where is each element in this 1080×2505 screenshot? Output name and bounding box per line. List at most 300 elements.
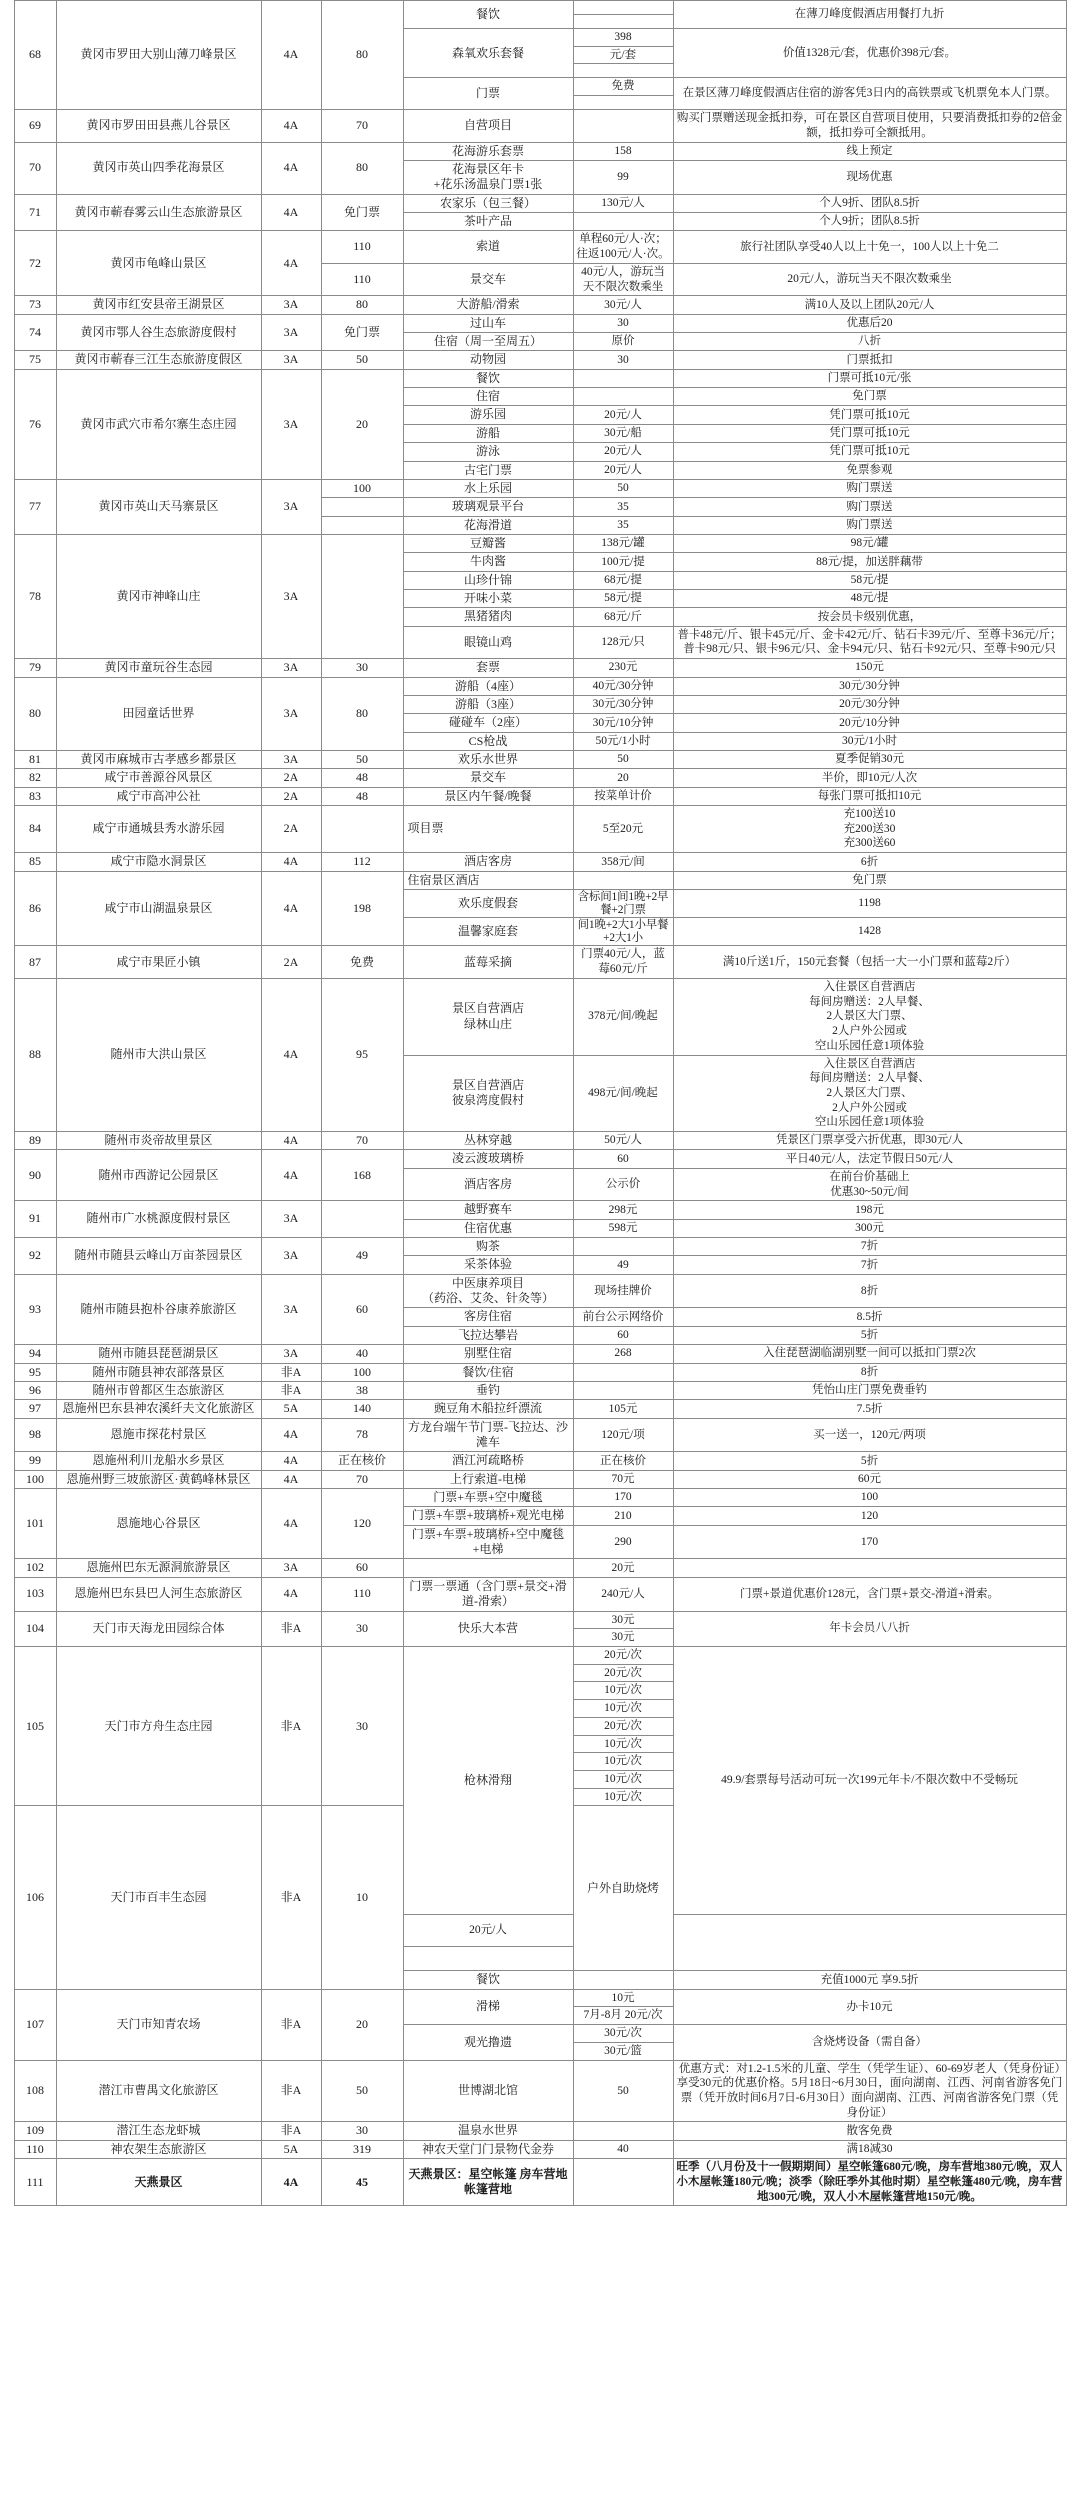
- discount-item: 门票+车票+玻璃桥+观光电梯: [403, 1507, 573, 1525]
- scenic-area-discount-table: [14, 0, 1067, 2206]
- discount-item: 餐饮/住宿: [403, 1363, 573, 1381]
- row-number: 105: [14, 1646, 56, 1805]
- row-number: 86: [14, 871, 56, 946]
- table-row: [14, 1274, 1066, 1308]
- scenic-level: 2A: [261, 806, 321, 853]
- discount-measure: 门票抵扣: [673, 351, 1066, 369]
- scenic-level: 非A: [261, 1363, 321, 1381]
- scenic-level: 4A: [261, 1150, 321, 1201]
- standard-price: 7月-8月 20元/次: [573, 2007, 673, 2025]
- discount-item: 世博湖北馆: [403, 2060, 573, 2122]
- discount-item: 门票一票通（含门票+景交+滑道-滑索）: [403, 1577, 573, 1611]
- row-number: 99: [14, 1452, 56, 1470]
- discount-item: CS枪战: [403, 732, 573, 750]
- discount-measure: 每张门票可抵扣10元: [673, 787, 1066, 805]
- ticket-price: [321, 806, 403, 853]
- scenic-area-name: 咸宁市通城县秀水游乐园: [56, 806, 261, 853]
- table-row: [14, 659, 1066, 677]
- scenic-level: 非A: [261, 1646, 321, 1805]
- standard-price: 间1晚+2大1小早餐+2大1小: [573, 918, 673, 946]
- standard-price: 30元/人: [573, 296, 673, 314]
- discount-measure: 夏季促销30元: [673, 750, 1066, 768]
- standard-price: [573, 64, 673, 78]
- discount-item: 大游船/滑索: [403, 296, 573, 314]
- scenic-area-name: 黄冈市罗田大别山薄刀峰景区: [56, 1, 261, 110]
- discount-measure: 线上预定: [673, 142, 1066, 160]
- ticket-price: 168: [321, 1150, 403, 1201]
- row-number: 80: [14, 677, 56, 750]
- discount-item: 酒店客房: [403, 1168, 573, 1200]
- scenic-area-name: 黄冈市蕲春三江生态旅游度假区: [56, 351, 261, 369]
- discount-measure: 48元/提: [673, 590, 1066, 608]
- discount-measure: 凭怡山庄门票免费垂钓: [673, 1381, 1066, 1399]
- standard-price: 元/套: [573, 46, 673, 64]
- discount-measure: 7折: [673, 1256, 1066, 1274]
- discount-measure: 买一送一，120元/两项: [673, 1418, 1066, 1452]
- discount-item: 天燕景区：星空帐篷 房车营地 帐篷营地: [403, 2159, 573, 2206]
- discount-measure: 在景区薄刀峰度假酒店住宿的游客凭3日内的高铁票或飞机票免本人门票。: [673, 78, 1066, 110]
- standard-price: 100元/提: [573, 553, 673, 571]
- table-row: [14, 351, 1066, 369]
- standard-price: 50: [573, 750, 673, 768]
- table-row: [14, 194, 1066, 212]
- scenic-level: 4A: [261, 978, 321, 1131]
- row-number: 82: [14, 769, 56, 787]
- table-row: [14, 1452, 1066, 1470]
- ticket-price: 48: [321, 769, 403, 787]
- scenic-area-name: 咸宁市山湖温泉景区: [56, 871, 261, 946]
- ticket-price: 免门票: [321, 314, 403, 351]
- scenic-area-name: 随州市炎帝故里景区: [56, 1132, 261, 1150]
- standard-price: 138元/罐: [573, 534, 673, 552]
- standard-price: [573, 15, 673, 29]
- standard-price: 70元: [573, 1470, 673, 1488]
- standard-price: 30元: [573, 1611, 673, 1629]
- standard-price: 60: [573, 1326, 673, 1344]
- discount-measure: 100: [673, 1489, 1066, 1507]
- discount-measure: 八折: [673, 332, 1066, 350]
- row-number: 96: [14, 1381, 56, 1399]
- row-number: 98: [14, 1418, 56, 1452]
- ticket-price: 30: [321, 659, 403, 677]
- scenic-area-name: 黄冈市神峰山庄: [56, 534, 261, 658]
- discount-measure: 满10人及以上团队20元/人: [673, 296, 1066, 314]
- scenic-level: 非A: [261, 1989, 321, 2060]
- discount-item: 古宅门票: [403, 461, 573, 479]
- scenic-area-name: 天燕景区: [56, 2159, 261, 2206]
- discount-measure: [673, 1559, 1066, 1577]
- discount-measure: 半价，即10元/人次: [673, 769, 1066, 787]
- discount-measure: 49.9/套票每号活动可玩一次199元年卡/不限次数中不受畅玩: [673, 1646, 1066, 1914]
- standard-price: [573, 871, 673, 889]
- standard-price: [573, 1237, 673, 1255]
- scenic-area-name: 随州市随县琵琶湖景区: [56, 1345, 261, 1363]
- scenic-area-name: 潜江生态龙虾城: [56, 2122, 261, 2140]
- discount-item: 住宿: [403, 388, 573, 406]
- scenic-level: 4A: [261, 110, 321, 142]
- standard-price: 20元/次: [573, 1646, 673, 1664]
- standard-price: [573, 213, 673, 231]
- standard-price: 398: [573, 29, 673, 47]
- discount-measure: 120: [673, 1507, 1066, 1525]
- standard-price: [573, 369, 673, 387]
- row-number: 97: [14, 1400, 56, 1418]
- discount-measure: 免门票: [673, 871, 1066, 889]
- standard-price: 498元/间/晚起: [573, 1055, 673, 1132]
- scenic-area-name: 潜江市曹禺文化旅游区: [56, 2060, 261, 2122]
- standard-price: 按菜单计价: [573, 787, 673, 805]
- row-number: 91: [14, 1201, 56, 1238]
- table-row: [14, 1577, 1066, 1611]
- standard-price: 40: [573, 2140, 673, 2158]
- ticket-price: 80: [321, 677, 403, 750]
- standard-price: 358元/间: [573, 853, 673, 871]
- standard-price: 公示价: [573, 1168, 673, 1200]
- scenic-area-name: 田园童话世界: [56, 677, 261, 750]
- discount-item: 景区自营酒店 彼泉湾度假村: [403, 1055, 573, 1132]
- scenic-level: 4A: [261, 853, 321, 871]
- ticket-price: 70: [321, 110, 403, 142]
- standard-price: 240元/人: [573, 1577, 673, 1611]
- standard-price: 20元/人: [403, 1915, 573, 1946]
- row-number: 104: [14, 1611, 56, 1646]
- standard-price: 10元/次: [573, 1735, 673, 1753]
- scenic-level: 3A: [261, 479, 321, 534]
- discount-item: 自营项目: [403, 110, 573, 142]
- discount-item: 丛林穿越: [403, 1132, 573, 1150]
- discount-item: 索道: [403, 231, 573, 263]
- scenic-level: 3A: [261, 1345, 321, 1363]
- row-number: 103: [14, 1577, 56, 1611]
- discount-measure: 普卡48元/斤、银卡45元/斤、金卡42元/斤、钻石卡39元/斤、至尊卡36元/斤；普卡98元/只、银卡96元/只、金卡94元/只、钻石卡92元/只、至尊卡90元/只: [673, 626, 1066, 658]
- standard-price: 20元/人: [573, 443, 673, 461]
- ticket-price: 319: [321, 2140, 403, 2158]
- standard-price: 10元/次: [573, 1788, 673, 1806]
- discount-measure: 旺季（八月份及十一假期期间）星空帐篷680元/晚，房车营地380元/晚，双人小木屋帐篷180元/晚；淡季（除旺季外其他时期）星空帐篷480元/晚，房车营地300元/晚，双人小木屋帐篷营地150元/晚。: [673, 2159, 1066, 2206]
- table-row: [14, 946, 1066, 978]
- ticket-price: 110: [321, 263, 403, 295]
- discount-item: 黑猪猪肉: [403, 608, 573, 626]
- ticket-price: 30: [321, 2122, 403, 2140]
- table-row: [14, 1611, 1066, 1629]
- table-row: [14, 871, 1066, 889]
- discount-measure: 散客免费: [673, 2122, 1066, 2140]
- standard-price: 20元/人: [573, 406, 673, 424]
- ticket-price: 110: [321, 231, 403, 263]
- discount-item: 花海景区年卡 +花乐汤温泉门票1张: [403, 160, 573, 194]
- table-row: [14, 369, 1066, 387]
- standard-price: 130元/人: [573, 194, 673, 212]
- table-row: [14, 1201, 1066, 1219]
- standard-price: 30元/次: [573, 2025, 673, 2043]
- row-number: 85: [14, 853, 56, 871]
- standard-price: 5至20元: [573, 806, 673, 853]
- scenic-level: 3A: [261, 314, 321, 351]
- discount-measure: 购买门票赠送现金抵扣券，可在景区自营项目使用，只要消费抵扣券的2倍金额，抵扣券可全额抵用。: [673, 110, 1066, 142]
- standard-price: 30元: [573, 1629, 673, 1647]
- ticket-price: 20: [321, 1989, 403, 2060]
- scenic-level: 2A: [261, 769, 321, 787]
- discount-item: 购茶: [403, 1237, 573, 1255]
- scenic-level: 5A: [261, 1400, 321, 1418]
- standard-price: 50元/1小时: [573, 732, 673, 750]
- ticket-price: [321, 516, 403, 534]
- table-row: [14, 1646, 1066, 1664]
- scenic-area-name: 咸宁市高冲公社: [56, 787, 261, 805]
- discount-item: 温馨家庭套: [403, 918, 573, 946]
- ticket-price: 100: [321, 479, 403, 497]
- discount-measure: 150元: [673, 659, 1066, 677]
- scenic-level: 4A: [261, 1452, 321, 1470]
- discount-item: 游船（4座）: [403, 677, 573, 695]
- standard-price: 128元/只: [573, 626, 673, 658]
- scenic-level: 3A: [261, 659, 321, 677]
- scenic-area-name: 黄冈市童玩谷生态园: [56, 659, 261, 677]
- scenic-level: 3A: [261, 1559, 321, 1577]
- discount-measure: 在前台价基础上 优惠30~50元/间: [673, 1168, 1066, 1200]
- standard-price: 20元/次: [573, 1717, 673, 1735]
- discount-measure: 购门票送: [673, 516, 1066, 534]
- standard-price: [573, 1971, 673, 1989]
- table-row: [14, 142, 1066, 160]
- row-number: 79: [14, 659, 56, 677]
- row-number: 89: [14, 1132, 56, 1150]
- scenic-area-name: 黄冈市龟峰山景区: [56, 231, 261, 296]
- discount-measure: 满18减30: [673, 2140, 1066, 2158]
- row-number: 70: [14, 142, 56, 194]
- discount-item: 神农天堂门门景物代金券: [403, 2140, 573, 2158]
- standard-price: 60: [573, 1150, 673, 1168]
- discount-measure: 凭门票可抵10元: [673, 406, 1066, 424]
- discount-measure: 58元/提: [673, 571, 1066, 589]
- discount-item: 餐饮: [403, 369, 573, 387]
- standard-price: [573, 1, 673, 15]
- row-number: 73: [14, 296, 56, 314]
- standard-price: 68元/斤: [573, 608, 673, 626]
- standard-price: 前台公示网络价: [573, 1308, 673, 1326]
- table-row: [14, 1, 1066, 15]
- discount-measure: 20元/30分钟: [673, 695, 1066, 713]
- scenic-level: 非A: [261, 2060, 321, 2122]
- scenic-area-name: 随州市西游记公园景区: [56, 1150, 261, 1201]
- scenic-level: 3A: [261, 534, 321, 658]
- standard-price: 10元/次: [573, 1700, 673, 1718]
- standard-price: 20元: [573, 1559, 673, 1577]
- standard-price: 30元/船: [573, 424, 673, 442]
- ticket-price: 30: [321, 1646, 403, 1805]
- table-row: [14, 1470, 1066, 1488]
- scenic-level: 4A: [261, 871, 321, 946]
- table-row: [14, 314, 1066, 332]
- standard-price: 正在核价: [573, 1452, 673, 1470]
- discount-item: 住宿优惠: [403, 1219, 573, 1237]
- discount-measure: 88元/提，加送胖藕带: [673, 553, 1066, 571]
- row-number: 90: [14, 1150, 56, 1201]
- table-row: [14, 1418, 1066, 1452]
- scenic-area-name: 黄冈市麻城市古孝感乡都景区: [56, 750, 261, 768]
- standard-price: [573, 1381, 673, 1399]
- table-row: [14, 750, 1066, 768]
- scenic-level: 4A: [261, 1577, 321, 1611]
- scenic-area-name: 天门市知青农场: [56, 1989, 261, 2060]
- discount-measure: 充值1000元 享9.5折: [673, 1971, 1066, 1989]
- scenic-level: 5A: [261, 2140, 321, 2158]
- scenic-area-name: 黄冈市英山天马寨景区: [56, 479, 261, 534]
- discount-item: 花海滑道: [403, 516, 573, 534]
- discount-item: 门票: [403, 78, 573, 110]
- table-row: [14, 231, 1066, 263]
- table-row: [14, 479, 1066, 497]
- discount-measure: 5折: [673, 1326, 1066, 1344]
- standard-price: [403, 1946, 573, 1971]
- table-row: [14, 1489, 1066, 1507]
- row-number: 88: [14, 978, 56, 1131]
- ticket-price: 40: [321, 1345, 403, 1363]
- row-number: 77: [14, 479, 56, 534]
- standard-price: 105元: [573, 1400, 673, 1418]
- scenic-level: 4A: [261, 1418, 321, 1452]
- standard-price: 170: [573, 1489, 673, 1507]
- ticket-price: 95: [321, 978, 403, 1131]
- discount-item: 酒江河疏略桥: [403, 1452, 573, 1470]
- discount-item: 开味小菜: [403, 590, 573, 608]
- scenic-level: 4A: [261, 1470, 321, 1488]
- discount-item: 山珍什锦: [403, 571, 573, 589]
- ticket-price: 78: [321, 1418, 403, 1452]
- discount-item: 玻璃观景平台: [403, 498, 573, 516]
- standard-price: 现场挂牌价: [573, 1274, 673, 1308]
- table-row: [14, 2140, 1066, 2158]
- standard-price: 20元/次: [573, 1664, 673, 1682]
- scenic-area-name: 恩施州巴东县巴人河生态旅游区: [56, 1577, 261, 1611]
- scenic-level: 非A: [261, 1611, 321, 1646]
- discount-measure: 优惠后20: [673, 314, 1066, 332]
- discount-measure: 300元: [673, 1219, 1066, 1237]
- discount-item: 餐饮: [403, 1971, 573, 1989]
- scenic-level: 3A: [261, 296, 321, 314]
- scenic-area-name: 黄冈市罗田田县燕儿谷景区: [56, 110, 261, 142]
- ticket-price: 60: [321, 1274, 403, 1344]
- row-number: 108: [14, 2060, 56, 2122]
- discount-measure: 年卡会员八八折: [673, 1611, 1066, 1646]
- discount-measure: 5折: [673, 1452, 1066, 1470]
- ticket-price: 80: [321, 1, 403, 110]
- table-body: [14, 1, 1066, 2206]
- ticket-price: 120: [321, 1489, 403, 1559]
- standard-price: 290: [573, 1525, 673, 1559]
- discount-measure: 98元/罐: [673, 534, 1066, 552]
- ticket-price: 免门票: [321, 194, 403, 231]
- discount-measure: 凭景区门票享受六折优惠，即30元/人: [673, 1132, 1066, 1150]
- discount-item: 住宿景区酒店: [403, 871, 573, 889]
- row-number: 78: [14, 534, 56, 658]
- standard-price: 20: [573, 769, 673, 787]
- ticket-price: 100: [321, 1363, 403, 1381]
- row-number: 92: [14, 1237, 56, 1274]
- table-row: [14, 1237, 1066, 1255]
- discount-measure: 凭门票可抵10元: [673, 443, 1066, 461]
- scenic-level: 非A: [261, 1806, 321, 1989]
- discount-item: 门票+车票+空中魔毯: [403, 1489, 573, 1507]
- standard-price: 210: [573, 1507, 673, 1525]
- row-number: 94: [14, 1345, 56, 1363]
- scenic-level: 3A: [261, 369, 321, 479]
- discount-measure: 1198: [673, 889, 1066, 917]
- standard-price: 58元/提: [573, 590, 673, 608]
- ticket-price: [321, 498, 403, 516]
- table-row: [14, 1345, 1066, 1363]
- discount-item: 碰碰车（2座）: [403, 714, 573, 732]
- ticket-price: 正在核价: [321, 1452, 403, 1470]
- discount-measure: 免票参观: [673, 461, 1066, 479]
- scenic-level: 非A: [261, 1381, 321, 1399]
- standard-price: [573, 2159, 673, 2206]
- table-row: [14, 2122, 1066, 2140]
- scenic-level: 3A: [261, 677, 321, 750]
- discount-measure: 20元/10分钟: [673, 714, 1066, 732]
- discount-measure: 20元/人，游玩当天不限次数乘坐: [673, 263, 1066, 295]
- discount-measure: 购门票送: [673, 479, 1066, 497]
- discount-item: 游船: [403, 424, 573, 442]
- discount-item: 欢乐水世界: [403, 750, 573, 768]
- scenic-area-name: 恩施州野三坡旅游区·黄鹤峰林景区: [56, 1470, 261, 1488]
- ticket-price: 50: [321, 2060, 403, 2122]
- ticket-price: 140: [321, 1400, 403, 1418]
- table-row: [14, 853, 1066, 871]
- discount-item: 水上乐园: [403, 479, 573, 497]
- standard-price: 10元/次: [573, 1682, 673, 1700]
- standard-price: 30元/30分钟: [573, 695, 673, 713]
- discount-measure: 1428: [673, 918, 1066, 946]
- discount-measure: 个人9折、团队8.5折: [673, 194, 1066, 212]
- discount-item: 豌豆角木船拉纤漂流: [403, 1400, 573, 1418]
- scenic-area-name: 神农架生态旅游区: [56, 2140, 261, 2158]
- scenic-area-name: 随州市随县抱朴谷康养旅游区: [56, 1274, 261, 1344]
- table-row: [14, 296, 1066, 314]
- discount-measure: 按会员卡级别优惠，: [673, 608, 1066, 626]
- standard-price: [573, 110, 673, 142]
- scenic-level: 3A: [261, 750, 321, 768]
- discount-item: 农家乐（包三餐）: [403, 194, 573, 212]
- discount-item: 蓝莓采摘: [403, 946, 573, 978]
- discount-item: 景交车: [403, 769, 573, 787]
- ticket-price: 45: [321, 2159, 403, 2206]
- standard-price: 35: [573, 516, 673, 534]
- scenic-level: 4A: [261, 1, 321, 110]
- ticket-price: 免费: [321, 946, 403, 978]
- discount-item: 森氧欢乐套餐: [403, 29, 573, 78]
- discount-item: 游船（3座）: [403, 695, 573, 713]
- discount-item: 采茶体验: [403, 1256, 573, 1274]
- scenic-area-name: 咸宁市善源谷风景区: [56, 769, 261, 787]
- row-number: 102: [14, 1559, 56, 1577]
- scenic-area-name: 黄冈市鄂人谷生态旅游度假村: [56, 314, 261, 351]
- ticket-price: 80: [321, 296, 403, 314]
- row-number: 84: [14, 806, 56, 853]
- discount-measure: 30元/1小时: [673, 732, 1066, 750]
- standard-price: 含标间1间1晚+2早餐+2门票: [573, 889, 673, 917]
- discount-item: 花海游乐套票: [403, 142, 573, 160]
- table-row: [14, 787, 1066, 805]
- discount-item: 餐饮: [403, 1, 573, 29]
- table-row: [14, 2159, 1066, 2206]
- table-row: [14, 1381, 1066, 1399]
- row-number: 100: [14, 1470, 56, 1488]
- standard-price: 50: [573, 2060, 673, 2122]
- discount-item: 套票: [403, 659, 573, 677]
- discount-item: 豆瓣酱: [403, 534, 573, 552]
- discount-measure: 8.5折: [673, 1308, 1066, 1326]
